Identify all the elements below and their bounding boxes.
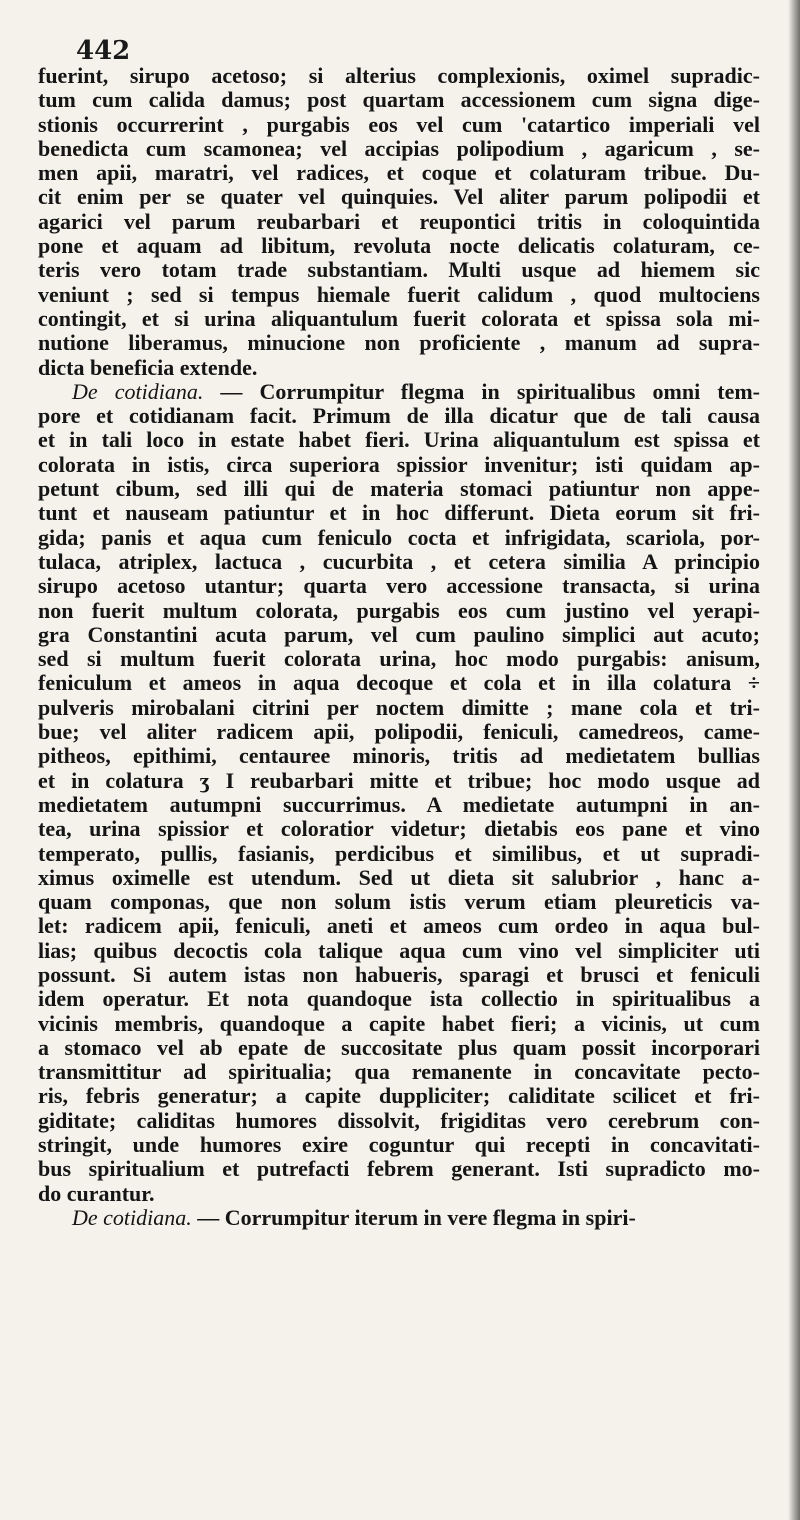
text-line	[38, 1133, 760, 1157]
line-text: possunt. Si autem istas non habueris, sparagi et brusci et feniculi	[38, 962, 760, 987]
text-line	[38, 574, 760, 598]
text-line	[38, 1182, 760, 1206]
text-line	[38, 283, 760, 307]
line-text: non fuerit multum colorata, purgabis eos cum justino vel yerapi-	[38, 598, 760, 623]
text-line	[38, 842, 760, 866]
line-text: ximus oximelle est utendum. Sed ut dieta sit salubrior , hanc a-	[38, 865, 760, 890]
line-text: idem operatur. Et nota quandoque ista collectio in spiritualibus a	[38, 987, 760, 1012]
line-text: gra Constantini acuta parum, vel cum paulino simplici aut acuto;	[38, 622, 760, 647]
line-text: tunt et nauseam patiuntur et in hoc differunt. Dieta eorum sit fri-	[38, 501, 760, 526]
page-number: 442	[76, 36, 131, 66]
line-text: cit enim per se quater vel quinquies. Vel aliter parum polipodii et	[38, 185, 760, 210]
line-text: feniculum et ameos in aqua decoque et cola et in illa colatura ÷	[38, 671, 760, 696]
text-line	[38, 914, 760, 938]
line-text: temperato, pullis, fasianis, perdicibus et similibus, et ut supradi-	[38, 841, 760, 866]
text-line	[38, 113, 760, 137]
line-text: lias; quibus decoctis cola talique aqua cum vino vel simpliciter uti	[38, 938, 760, 963]
text-line	[38, 1206, 760, 1230]
line-text: vicinis membris, quandoque a capite habet fieri; a vicinis, ut cum	[38, 1011, 760, 1036]
text-line	[38, 234, 760, 258]
text-line	[38, 161, 760, 185]
line-text: colorata in istis, circa superiora spissior invenitur; isti quidam ap-	[38, 452, 760, 477]
line-text: teris vero totam trade substantiam. Multi usque ad hiemem sic	[38, 258, 760, 283]
text-line	[38, 428, 760, 452]
line-text: gida; panis et aqua cum feniculo cocta et infrigidata, scariola, por-	[38, 525, 760, 550]
text-line	[38, 599, 760, 623]
line-text: tum cum calida damus; post quartam accessionem cum signa dige-	[38, 88, 760, 113]
text-line	[38, 696, 760, 720]
line-text: medietatem autumpni succurrimus. A medietate autumpni in an-	[38, 792, 760, 817]
text-line	[38, 1084, 760, 1108]
text-line	[38, 987, 760, 1011]
line-text: do curantur.	[38, 1181, 155, 1206]
text-line	[38, 550, 760, 574]
text-line	[38, 939, 760, 963]
text-line	[38, 623, 760, 647]
line-text: — Corrumpitur flegma in spiritualibus omni tem-	[220, 379, 760, 404]
text-line	[38, 647, 760, 671]
text-line	[38, 1012, 760, 1036]
page-edge-shadow	[788, 0, 800, 1520]
text-line	[38, 380, 760, 404]
line-text: fuerint, sirupo acetoso; si alterius complexionis, oximel supradic-	[38, 64, 760, 88]
text-line	[38, 404, 760, 428]
line-text: sed si multum fuerit colorata urina, hoc modo purgabis: anisum,	[38, 647, 760, 672]
body-text	[38, 64, 760, 1230]
line-text: pore et cotidianam facit. Primum de illa dicatur que de tali causa	[38, 404, 760, 429]
text-line	[38, 356, 760, 380]
text-line	[38, 258, 760, 282]
text-line	[38, 769, 760, 793]
line-text: men apii, maratri, vel radices, et coque et colaturam tribue. Du-	[38, 161, 760, 186]
text-line	[38, 137, 760, 161]
line-text: — Corrumpitur iterum in vere flegma in spiri-	[197, 1205, 636, 1230]
text-line	[38, 671, 760, 695]
line-text: bue; vel aliter radicem apii, polipodii, feniculi, camedreos, came-	[38, 720, 760, 745]
text-line	[38, 720, 760, 744]
line-text: stringit, unde humores exire coguntur qui recepti in concavitati-	[38, 1133, 760, 1158]
text-line	[38, 793, 760, 817]
text-line	[38, 185, 760, 209]
text-line	[38, 1060, 760, 1084]
line-text: tea, urina spissior et coloratior videtur; dietabis eos pane et vino	[38, 817, 760, 842]
line-text: veniunt ; sed si tempus hiemale fuerit calidum , quod multociens	[38, 282, 760, 307]
line-text: a stomaco vel ab epate de succositate plus quam possit incorporari	[38, 1035, 760, 1060]
line-text: benedicta cum scamonea; vel accipias polipodium , agaricum , se-	[38, 136, 760, 161]
text-line	[38, 477, 760, 501]
text-line	[38, 64, 760, 88]
text-line	[38, 453, 760, 477]
text-line	[38, 210, 760, 234]
section-heading: De cotidiana.	[72, 1205, 192, 1230]
line-text: agarici vel parum reubarbari et reupontici tritis in coloquintida	[38, 209, 760, 234]
line-text: nutione liberamus, minucione non proficiente , manum ad supra-	[38, 331, 760, 356]
line-text: tulaca, atriplex, lactuca , cucurbita , et cetera similia A principio	[38, 549, 760, 574]
line-text: pone et aquam ad libitum, revoluta nocte delicatis colaturam, ce-	[38, 234, 760, 259]
line-text: transmittitur ad spiritualia; qua remanente in concavitate pecto-	[38, 1060, 760, 1085]
text-line	[38, 963, 760, 987]
line-text: et in tali loco in estate habet fieri. Urina aliquantulum est spissa et	[38, 428, 760, 453]
text-line	[38, 866, 760, 890]
line-text: dicta beneficia extende.	[38, 355, 258, 380]
text-line	[38, 817, 760, 841]
line-text: sirupo acetoso utantur; quarta vero accessione transacta, si urina	[38, 574, 760, 599]
line-text: et in colatura ʒ I reubarbari mitte et tribue; hoc modo usque ad	[38, 768, 760, 793]
line-text: pitheos, epithimi, centauree minoris, tritis ad medietatem bullias	[38, 744, 760, 769]
text-line	[38, 501, 760, 525]
text-line	[38, 744, 760, 768]
text-line	[38, 526, 760, 550]
text-line	[38, 88, 760, 112]
line-text: pulveris mirobalani citrini per noctem dimitte ; mane cola et tri-	[38, 695, 760, 720]
text-line	[38, 331, 760, 355]
text-line	[38, 1109, 760, 1133]
text-line	[38, 1036, 760, 1060]
line-text: contingit, et si urina aliquantulum fuerit colorata et spissa sola mi-	[38, 306, 760, 331]
line-text: ris, febris generatur; a capite duppliciter; caliditate scilicet et fri-	[38, 1084, 760, 1109]
line-text: giditate; caliditas humores dissolvit, frigiditas vero cerebrum con-	[38, 1108, 760, 1133]
section-heading: De cotidiana.	[72, 379, 204, 404]
line-text: stionis occurrerint , purgabis eos vel cum 'catartico imperiali vel	[38, 112, 760, 137]
line-text: quam componas, que non solum istis verum etiam pleureticis va-	[38, 890, 760, 915]
text-line	[38, 307, 760, 331]
line-text: petunt cibum, sed illi qui de materia stomaci patiuntur non appe-	[38, 477, 760, 502]
text-line	[38, 1157, 760, 1181]
line-text: let: radicem apii, feniculi, aneti et ameos cum ordeo in aqua bul-	[38, 914, 760, 939]
text-line	[38, 890, 760, 914]
line-text: bus spiritualium et putrefacti febrem generant. Isti supradicto mo-	[38, 1157, 760, 1182]
